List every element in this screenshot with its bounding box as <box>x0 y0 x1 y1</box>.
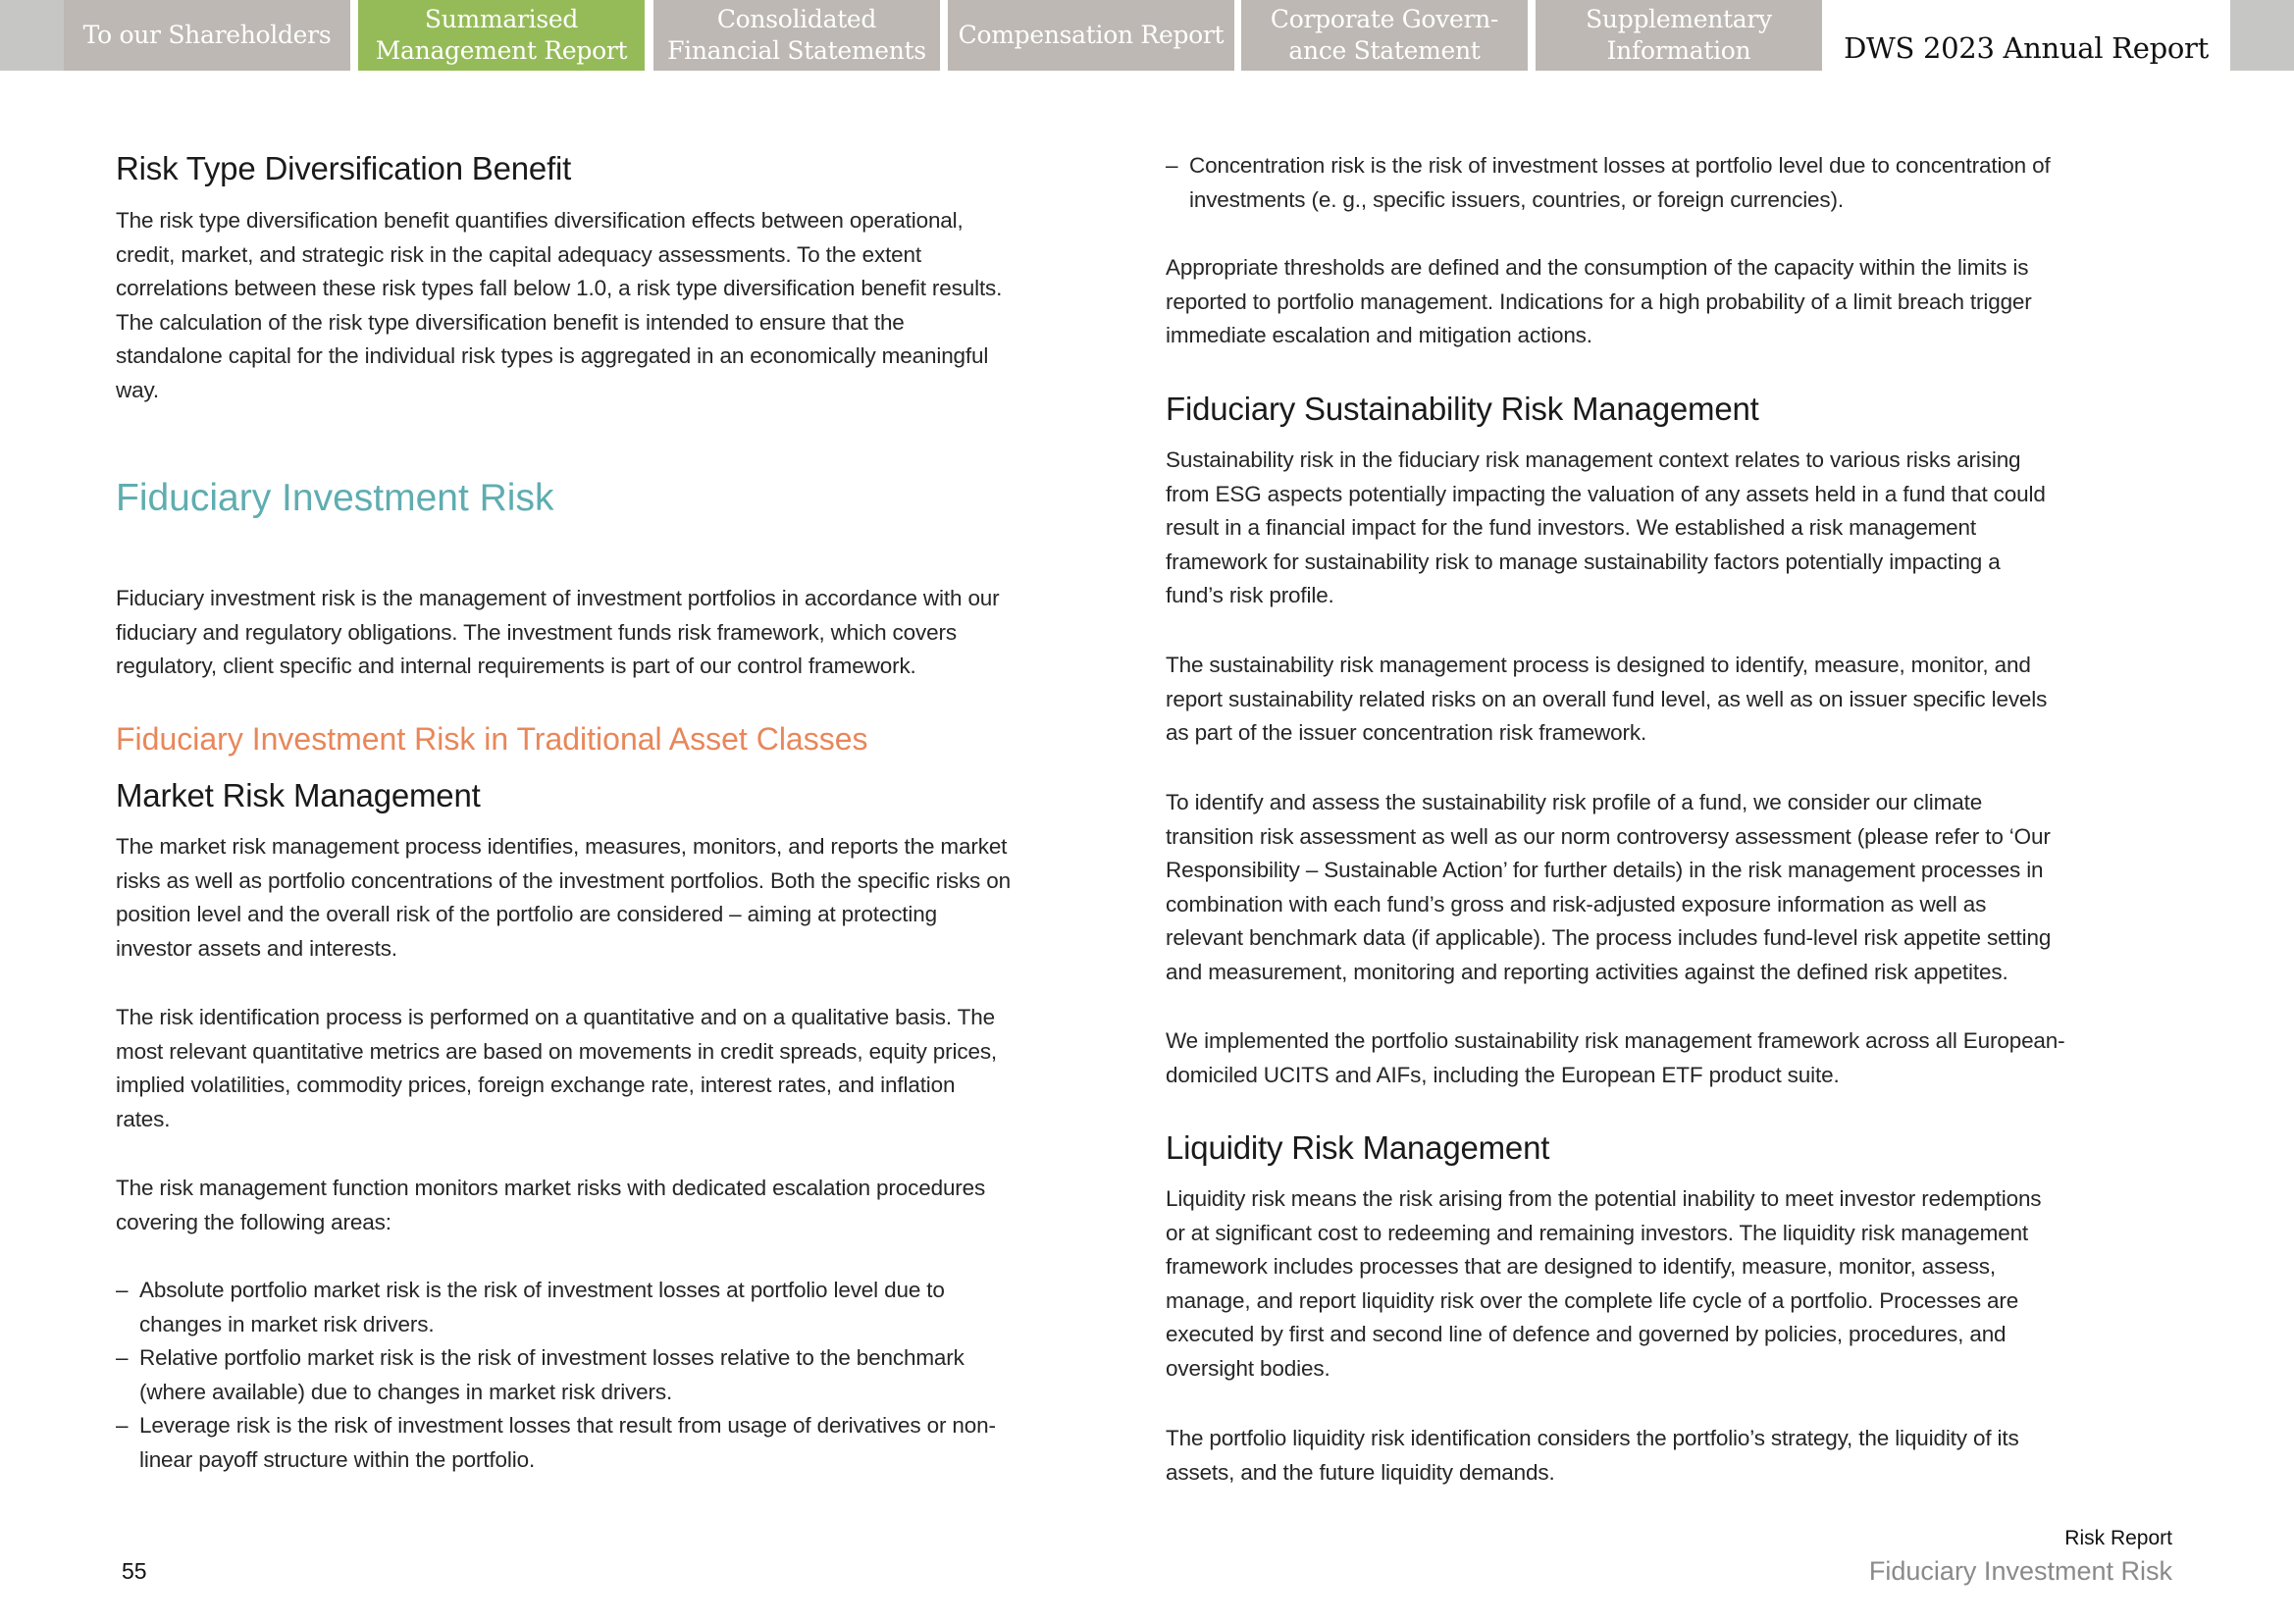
text-line: implied volatilities, commodity prices, foreign exchange rate, interest rates, and inflation <box>116 1073 956 1098</box>
risk-type-section <box>116 149 571 188</box>
liquidity-paragraph-2 <box>1166 1422 2019 1490</box>
list-item <box>116 1409 996 1477</box>
text-line: assets, and the future liquidity demands. <box>1166 1459 1555 1485</box>
thresholds-paragraph <box>1166 251 2032 353</box>
chapter-heading: Fiduciary Investment Risk <box>116 477 554 519</box>
sustainability-paragraph-2 <box>1166 649 2047 751</box>
text-line: result in a financial impact for the fund investors. We established a risk management <box>1166 515 1977 541</box>
text-line: changes in market risk drivers. <box>139 1311 435 1336</box>
list-item <box>116 1274 996 1341</box>
text-line: The risk type diversification benefit quantifies diversification effects between operational, <box>116 208 964 233</box>
text-line: We implemented the portfolio sustainability risk management framework across all European- <box>1166 1028 2065 1053</box>
text-line: The risk management function monitors market risks with dedicated escalation procedures <box>116 1176 986 1200</box>
list-item <box>116 1341 996 1409</box>
nav-tab-label: Summarised <box>424 5 579 33</box>
section-heading: Liquidity Risk Management <box>1166 1129 1550 1166</box>
dash-bullet-icon: – <box>116 1413 129 1439</box>
text-line: The portfolio liquidity risk identification considers the portfolio’s strategy, the liquidity of its <box>1166 1426 2019 1450</box>
text-line: Fiduciary investment risk is the management of investment portfolios in accordance with our <box>116 586 1000 610</box>
text-line: relevant benchmark data (if applicable). The process includes fund-level risk appetite setting <box>1166 925 2052 951</box>
top-navigation <box>0 0 2294 71</box>
sustainability-paragraph-4 <box>1166 1024 2065 1092</box>
text-line: Absolute portfolio market risk is the risk of investment losses at portfolio level due to <box>139 1278 945 1302</box>
text-line: Relative portfolio market risk is the risk of investment losses relative to the benchmark <box>139 1345 965 1371</box>
section-heading: Fiduciary Sustainability Risk Management <box>1166 391 1759 427</box>
nav-tab-label: To our Shareholders <box>82 21 332 49</box>
text-line: rates. <box>116 1106 171 1131</box>
text-line: investor assets and interests. <box>116 935 397 961</box>
text-line: combination with each fund’s gross and risk-adjusted exposure information as well as <box>1166 891 1987 917</box>
text-line: standalone capital for the individual risk types is aggregated in an economically meaningful <box>116 343 989 369</box>
subchapter-heading: Fiduciary Investment Risk in Traditional Asset Classes <box>116 721 868 757</box>
text-line: executed by first and second line of defence and governed by policies, procedures, and <box>1166 1322 2007 1347</box>
text-line: To identify and assess the sustainability risk profile of a fund, we consider our climate <box>1166 790 1983 814</box>
market-risk-paragraph-2 <box>116 1001 997 1136</box>
text-line: from ESG aspects potentially impacting the valuation of any assets held in a fund that could <box>1166 481 2046 506</box>
text-line: framework includes processes that are designed to identify, measure, monitor, assess, <box>1166 1254 1996 1280</box>
risk-type-paragraph <box>116 204 1002 408</box>
fiduciary-intro-paragraph <box>116 582 1000 684</box>
text-line: correlations between these risk types fall below 1.0, a risk type diversification benefit results. <box>116 276 1003 301</box>
nav-tab-financial-statements[interactable] <box>653 0 940 71</box>
nav-tab-corporate-governance[interactable] <box>1241 0 1528 71</box>
nav-left-edge <box>0 0 64 71</box>
nav-tab-label: Financial Statements <box>667 36 926 65</box>
page-number: 55 <box>122 1558 147 1584</box>
text-line: fiduciary and regulatory obligations. The investment funds risk framework, which covers <box>116 619 957 645</box>
text-line: The sustainability risk management process is designed to identify, measure, monitor, and <box>1166 653 2031 677</box>
text-line: Concentration risk is the risk of investment losses at portfolio level due to concentration of <box>1189 153 2051 178</box>
list-item <box>1166 149 2051 217</box>
text-line: as part of the issuer concentration risk framework. <box>1166 720 1647 746</box>
report-title: DWS 2023 Annual Report <box>1844 31 2209 65</box>
dash-bullet-icon: – <box>116 1278 129 1302</box>
nav-tab-label: Information <box>1606 36 1751 65</box>
text-line: The calculation of the risk type diversification benefit is intended to ensure that the <box>116 309 905 335</box>
nav-tab-compensation-report[interactable] <box>948 0 1234 71</box>
nav-tab-label: ance Statement <box>1288 36 1481 65</box>
market-risk-bullet-list <box>116 1274 996 1478</box>
nav-tab-management-report[interactable] <box>358 0 645 71</box>
liquidity-paragraph-1 <box>1166 1182 2041 1387</box>
text-line: linear payoff structure within the portfolio. <box>139 1446 536 1472</box>
nav-tab-supplementary-information[interactable] <box>1536 0 1822 71</box>
text-line: risks as well as portfolio concentrations of the investment portfolios. Both the specific risks on <box>116 867 1011 893</box>
text-line: The risk identification process is performed on a quantitative and on a qualitative basis. The <box>116 1005 995 1029</box>
footer-subsection: Fiduciary Investment Risk <box>1868 1556 2172 1586</box>
text-line: reported to portfolio management. Indications for a high probability of a limit breach trigger <box>1166 288 2032 314</box>
nav-tab-label: Supplementary <box>1586 5 1772 33</box>
nav-tab-label: Compensation Report <box>958 21 1225 49</box>
text-line: investments (e. g., specific issuers, countries, or foreign currencies). <box>1189 186 1844 212</box>
sustainability-paragraph-3 <box>1166 786 2051 990</box>
text-line: domiciled UCITS and AIFs, including the European ETF product suite. <box>1166 1062 1840 1087</box>
text-line: position level and the overall risk of the portfolio are considered – aiming at protecting <box>116 902 937 927</box>
text-line: and measurement, monitoring and reporting activities against the defined risk appetites. <box>1166 959 2008 984</box>
text-line: manage, and report liquidity risk over the complete life cycle of a portfolio. Processes are <box>1166 1287 2019 1313</box>
text-line: Leverage risk is the risk of investment losses that result from usage of derivatives or non- <box>139 1413 996 1439</box>
text-line: most relevant quantitative metrics are based on movements in credit spreads, equity prices, <box>116 1038 998 1064</box>
nav-tab-label: Management Report <box>375 36 628 65</box>
footer-breadcrumb <box>1869 1524 2172 1589</box>
text-line: covering the following areas: <box>116 1209 391 1234</box>
text-line: oversight bodies. <box>1166 1355 1330 1381</box>
market-risk-paragraph-1 <box>116 830 1011 966</box>
text-line: (where available) due to changes in market risk drivers. <box>139 1379 673 1404</box>
section-heading: Market Risk Management <box>116 777 481 813</box>
text-line: Liquidity risk means the risk arising from the potential inability to meet investor redemptions <box>1166 1186 2042 1211</box>
text-line: way. <box>116 377 159 402</box>
text-line: The market risk management process identifies, measures, monitors, and reports the market <box>116 834 1008 859</box>
text-line: Appropriate thresholds are defined and the consumption of the capacity within the limits is <box>1166 255 2029 280</box>
text-line: Sustainability risk in the fiduciary risk management context relates to various risks arising <box>1166 447 2021 472</box>
section-heading: Risk Type Diversification Benefit <box>116 150 572 186</box>
text-line: transition risk assessment as well as our norm controversy assessment (please refer to ‘Our <box>1166 823 2051 849</box>
text-line: regulatory, client specific and internal requirements is part of our control framework. <box>116 654 916 679</box>
footer-section-link[interactable]: Risk Report <box>2064 1527 2172 1549</box>
market-risk-paragraph-3 <box>116 1172 985 1239</box>
nav-tab-label: Consolidated <box>716 5 877 33</box>
dash-bullet-icon: – <box>116 1345 129 1371</box>
text-line: or at significant cost to redeeming and remaining investors. The liquidity risk management <box>1166 1220 2029 1245</box>
dash-bullet-icon: – <box>1166 153 1178 178</box>
nav-tab-shareholders[interactable] <box>64 0 350 71</box>
concentration-bullet-list <box>1166 149 2051 217</box>
nav-right-edge <box>2230 0 2294 71</box>
text-line: immediate escalation and mitigation actions. <box>1166 323 1592 348</box>
nav-tab-label: Corporate Govern- <box>1270 5 1499 33</box>
text-line: fund’s risk profile. <box>1166 583 1334 608</box>
text-line: report sustainability related risks on an overall fund level, as well as on issuer specific levels <box>1166 686 2048 711</box>
sustainability-paragraph-1 <box>1166 444 2046 613</box>
text-line: Responsibility – Sustainable Action’ for further details) in the risk management processes in <box>1166 858 2044 883</box>
text-line: credit, market, and strategic risk in the capital adequacy assessments. To the extent <box>116 241 922 267</box>
text-line: framework for sustainability risk to manage sustainability factors potentially impacting a <box>1166 549 2001 574</box>
